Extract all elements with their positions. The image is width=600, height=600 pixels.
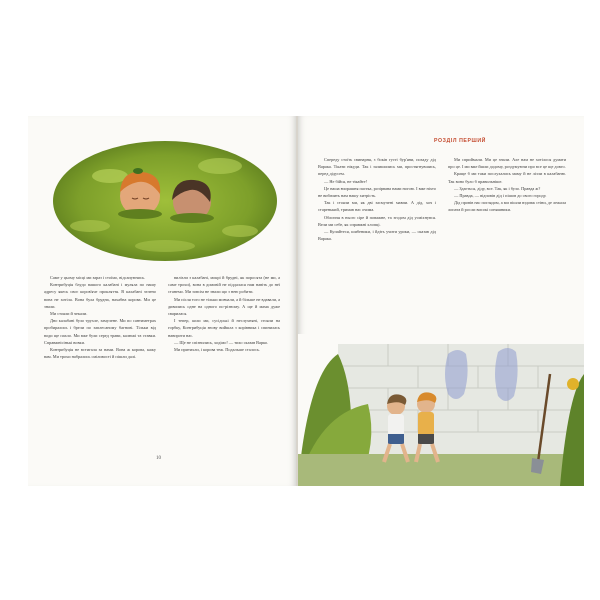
paragraph: Саме у цьому місці ми зараз і стоїмо, відсапуючись. — [50, 275, 146, 280]
chapter-title: РОЗДІЛ ПЕРШИЙ — [434, 138, 487, 144]
paragraph: Обличчя в нього сіре й поважне, та згодом дід усміхнувся. Вели ми себе, як справжні хлопці. — [318, 214, 436, 227]
paragraph: Контрибуція блудо вашого калабані і муляла по нашу адресу якесь своє коров'яче прокляття. В калабані зелено вона не хотіла. Вона була брудна, нахабна корова. Ми це знали. — [44, 282, 156, 309]
boys-by-wall-illustration-icon — [298, 334, 584, 486]
left-page-column-2 — [168, 274, 280, 353]
paragraph: Контрибуція не встигала за нами. Вона ж корова, кажу вам. Ми трохи набрались сміливості й пішли далі. — [44, 347, 156, 360]
right-page — [298, 116, 584, 486]
paragraph: Дід провів нас поглядом, а ми пішли вздовж стіни, де лежала лопата й росли високі соняшники. — [448, 200, 566, 213]
right-page-column-2 — [448, 156, 566, 214]
paragraph: Ми стояли й чекали. — [50, 311, 88, 317]
paragraph: — Здається, діду, все. Так, як і було. Правда ж? — [454, 185, 541, 191]
page-number: 10 — [156, 456, 161, 461]
left-page — [28, 116, 296, 486]
left-page-column-1 — [44, 274, 156, 360]
book-spread — [28, 116, 584, 486]
paragraph: Так і стояли ми, як дві засмучені мавпи. А дід, хоч і старенький, тримав нас очима. — [318, 200, 436, 213]
paragraph: Ми притихли, і корова теж. Подальше сталось. — [174, 347, 261, 353]
paragraph: Спереду стоїть свинарня, з боків густі бур'яни, позаду дід Варака. Тікати нікуди. Так і залишились ми, простягнувшись, перед дідусем. — [318, 157, 436, 177]
paragraph: — Ще не спізнились, ходімо! — тихо сказав Варко. — [174, 339, 269, 345]
pond-children-illustration-icon — [50, 136, 280, 266]
paragraph: Ми сприймали. Ми це знали. Але нам не хотілося думати про це. І ми вже йшли додому, роздумуючи про все це ще довго. — [448, 157, 566, 170]
paragraph: вилізли з калабані, мокрі й брудні, як поросята (не ми, а саме трохи), вона в домовій не піддалася нам навіть до неї станемо. Ми зовсім не знали що з нею робити. — [168, 275, 280, 295]
paragraph: Краще б ми таки послухались маму й не лізли в калабаню. Так воно було б правильніше. — [448, 171, 566, 184]
paragraph: Ми після того не тільки мовчали, а й більше не вдавали, а дивились одне на одного по-різному. А ще й мама дуже сварилася. — [168, 296, 280, 317]
paragraph: — Купайтеся, шибеники, і йдіть учити уроки, — сказав дід Варака. — [318, 229, 436, 242]
paragraph: Це наша вчорашня пастка, розірвана нами ногою. І вже ніхто не вибачить нам нашу хитрість. — [318, 185, 436, 199]
paragraph: — Правда, — відповів дід і пішов до свого городу. — [454, 193, 547, 199]
right-page-column-1 — [318, 156, 436, 242]
paragraph: — Не бійся, не тікайте! — [324, 178, 367, 184]
paragraph: І тепер, коли ми, сусідські й неслухняні, стояли на горбку, Контрибуція знову вийшла з корівника і спинилась навпроти нас. — [168, 318, 280, 338]
paragraph: Дно калабані було трухле, замулене. Ми по сантиметрах пробирались і брели по заплесаному багнові. Тільки від води ще пахло. Ми вже були серед трави, калюжі та ставки. Справжнісінькі вовки. — [44, 318, 156, 345]
